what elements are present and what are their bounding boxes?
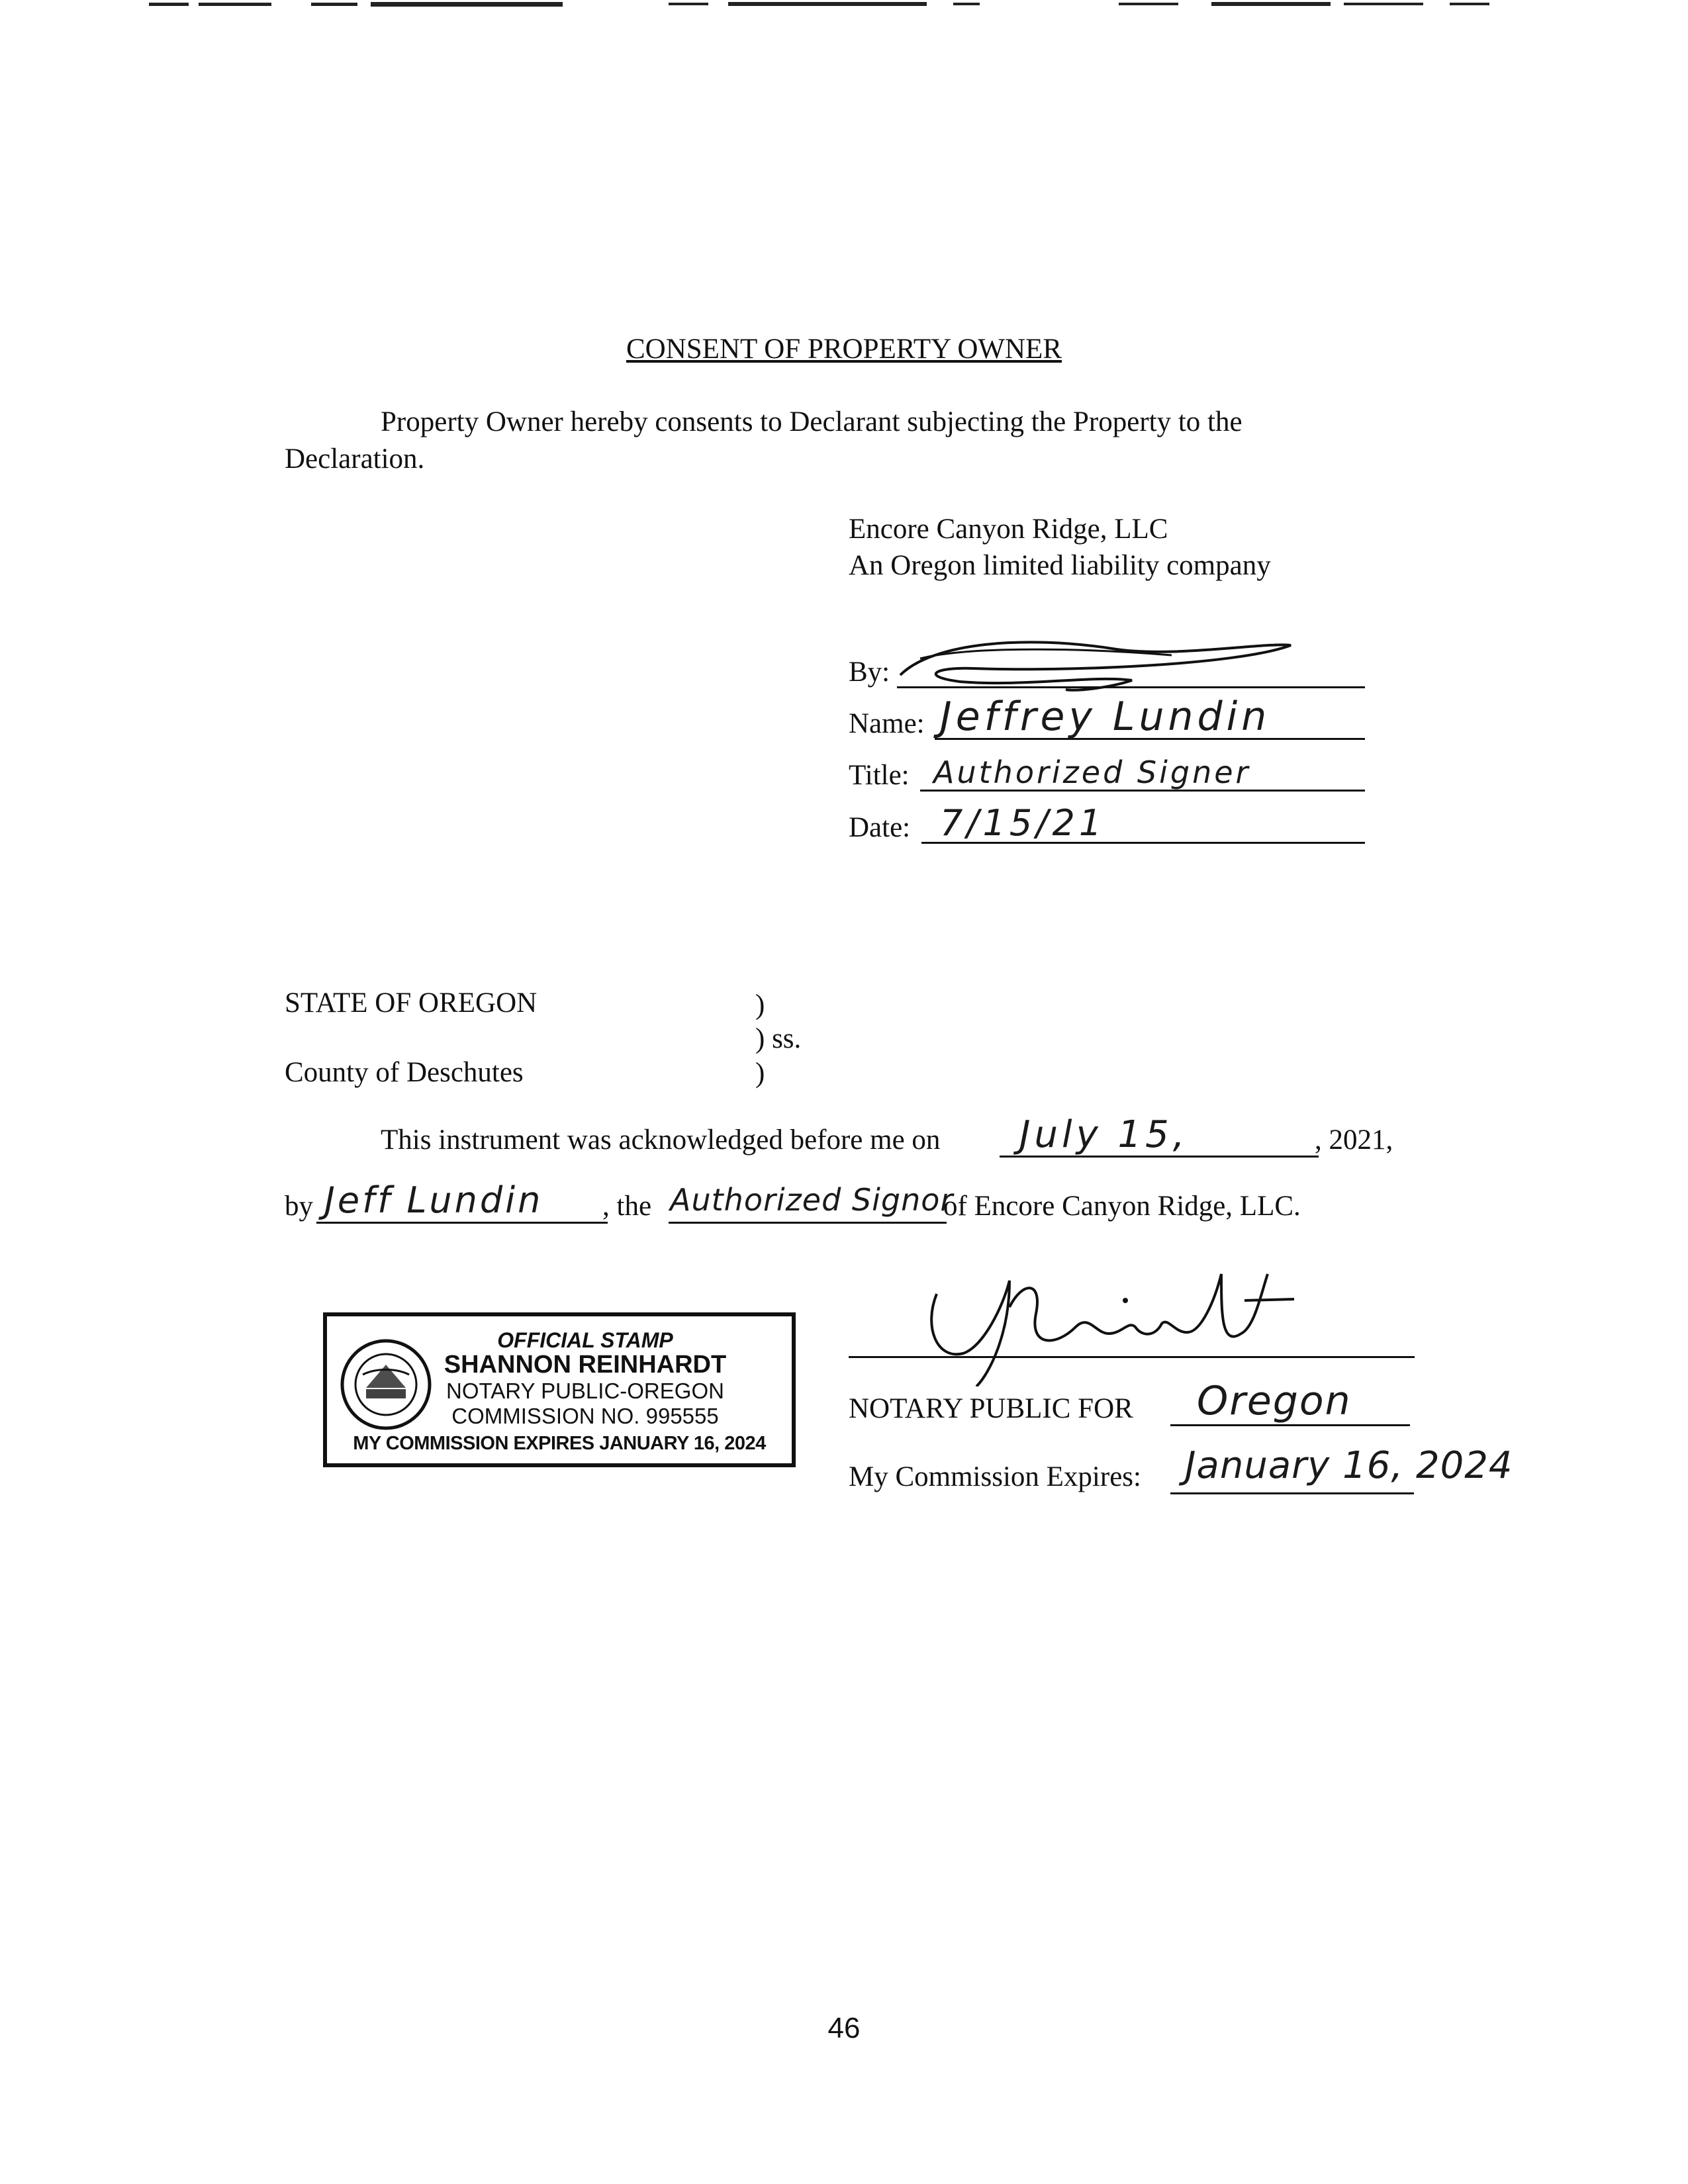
date-label: Date: xyxy=(849,812,911,843)
venue-county: County of Deschutes xyxy=(285,1057,524,1088)
notary-signature xyxy=(910,1254,1307,1387)
commission-expires-value: January 16, 2024 xyxy=(1185,1444,1513,1487)
stamp-official-stamp: OFFICIAL STAMP xyxy=(497,1328,673,1352)
stamp-expiration: MY COMMISSION EXPIRES JANUARY 16, 2024 xyxy=(353,1433,766,1454)
name-label: Name: xyxy=(849,708,925,739)
consent-text-line2: Declaration. xyxy=(285,443,425,475)
notary-stamp xyxy=(323,1312,796,1467)
company-description: An Oregon limited liability company xyxy=(849,550,1271,581)
notary-signature-line xyxy=(849,1356,1415,1358)
company-name: Encore Canyon Ridge, LLC xyxy=(849,514,1168,545)
title-label: Title: xyxy=(849,760,910,791)
stamp-notary-title: NOTARY PUBLIC-OREGON xyxy=(446,1379,724,1403)
venue-state: STATE OF OREGON xyxy=(285,987,538,1019)
ack-capacity-line xyxy=(669,1222,947,1224)
venue-paren-3: ) xyxy=(755,1058,765,1089)
title-value: Authorized Signer xyxy=(933,754,1251,790)
date-value: 7/15/21 xyxy=(940,802,1106,844)
commission-expires-label: My Commission Expires: xyxy=(849,1461,1141,1492)
venue-paren-1: ) xyxy=(755,989,765,1021)
scan-artifact-bar xyxy=(0,0,1688,9)
ack-suffix: of Encore Canyon Ridge, LLC. xyxy=(943,1191,1301,1222)
notary-public-for-line xyxy=(1170,1424,1410,1426)
ack-year: , 2021, xyxy=(1315,1124,1393,1156)
notary-public-for-label: NOTARY PUBLIC FOR xyxy=(849,1393,1133,1424)
ack-by-label: by xyxy=(285,1191,313,1222)
ack-capacity-value: Authorized Signor xyxy=(670,1182,954,1218)
ack-signer-value: Jeff Lundin xyxy=(324,1179,543,1221)
ack-the-label: , the xyxy=(602,1191,652,1222)
owner-signature xyxy=(894,629,1304,695)
page-number: 46 xyxy=(827,2012,861,2044)
by-label: By: xyxy=(849,657,890,688)
stamp-notary-name: SHANNON REINHARDT xyxy=(444,1351,727,1379)
stamp-commission-number: COMMISSION NO. 995555 xyxy=(451,1404,719,1428)
consent-text-line1: Property Owner hereby consents to Declarant subjecting the Property to the xyxy=(381,406,1243,437)
name-value: Jeffrey Lundin xyxy=(940,694,1271,740)
ack-signer-line xyxy=(316,1222,608,1224)
venue-ss: ) ss. xyxy=(755,1023,802,1054)
ack-date-value: July 15, xyxy=(1019,1113,1189,1156)
page-title: CONSENT OF PROPERTY OWNER xyxy=(626,334,1062,365)
acknowledgment-prefix: This instrument was acknowledged before me on xyxy=(381,1124,941,1156)
commission-expires-line xyxy=(1170,1492,1414,1494)
notary-public-for-value: Oregon xyxy=(1197,1378,1352,1424)
